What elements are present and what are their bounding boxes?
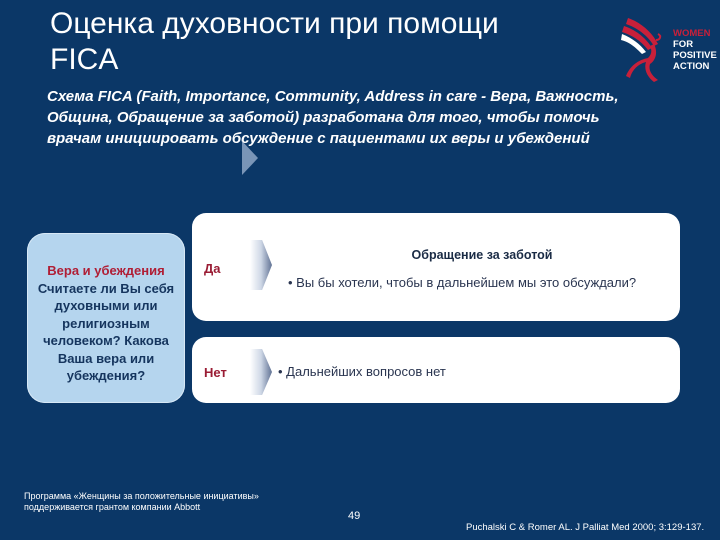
title-line-1: Оценка духовности при помощи (50, 7, 499, 40)
ribbon-figure-icon (618, 14, 673, 84)
slide-title (50, 6, 499, 78)
logo-word-for: FOR (673, 39, 694, 50)
page-number: 49 (348, 510, 361, 522)
title-line-2: FICA (50, 43, 119, 76)
answer-bullet-text: Дальнейших вопросов нет (286, 364, 446, 379)
intro-text: Схема FICA (Faith, Importance, Community, Address in care - Вера, Важность, Община, Обращение за заботой) разработана для того, чтобы помочь врачам инициировать обсуждение с пациентами их веры и убеждений (47, 88, 619, 147)
sponsor-note-line-1: Программа «Женщины за положительные инициативы» (24, 491, 259, 501)
question-text: Считаете ли Вы себя духовными или религиозным человеком? Какова Ваша вера или убеждения? (37, 280, 175, 383)
answer-bullet: • Вы бы хотели, чтобы в дальнейшем мы это обсуждали? (288, 275, 637, 290)
answer-label-yes: Да (204, 261, 221, 276)
chevron-right-icon (242, 141, 258, 175)
chevron-right-icon (250, 240, 272, 290)
reference-citation: Puchalski C & Romer AL. J Palliat Med 2000; 3:129-137. (466, 522, 705, 533)
answer-label-no: Нет (204, 365, 227, 380)
answer-title: Обращение за заботой (411, 248, 553, 262)
sponsor-note (24, 491, 259, 513)
women-for-positive-action-logo (618, 14, 718, 84)
logo-word-action: ACTION (673, 61, 710, 72)
answer-bullet: • Дальнейших вопросов нет (278, 364, 446, 379)
chevron-right-icon (250, 349, 272, 395)
question-box (27, 233, 185, 403)
answer-box-yes (192, 213, 680, 321)
logo-word-positive: POSITIVE (673, 50, 717, 61)
sponsor-note-line-2: поддерживается грантом компании Abbott (24, 502, 201, 512)
logo-text (673, 28, 717, 72)
answer-bullet-text: Вы бы хотели, чтобы в дальнейшем мы это обсуждали? (296, 275, 637, 290)
logo-word-women: WOMEN (673, 28, 711, 39)
answer-box-no (192, 337, 680, 403)
question-heading: Вера и убеждения (47, 263, 165, 278)
